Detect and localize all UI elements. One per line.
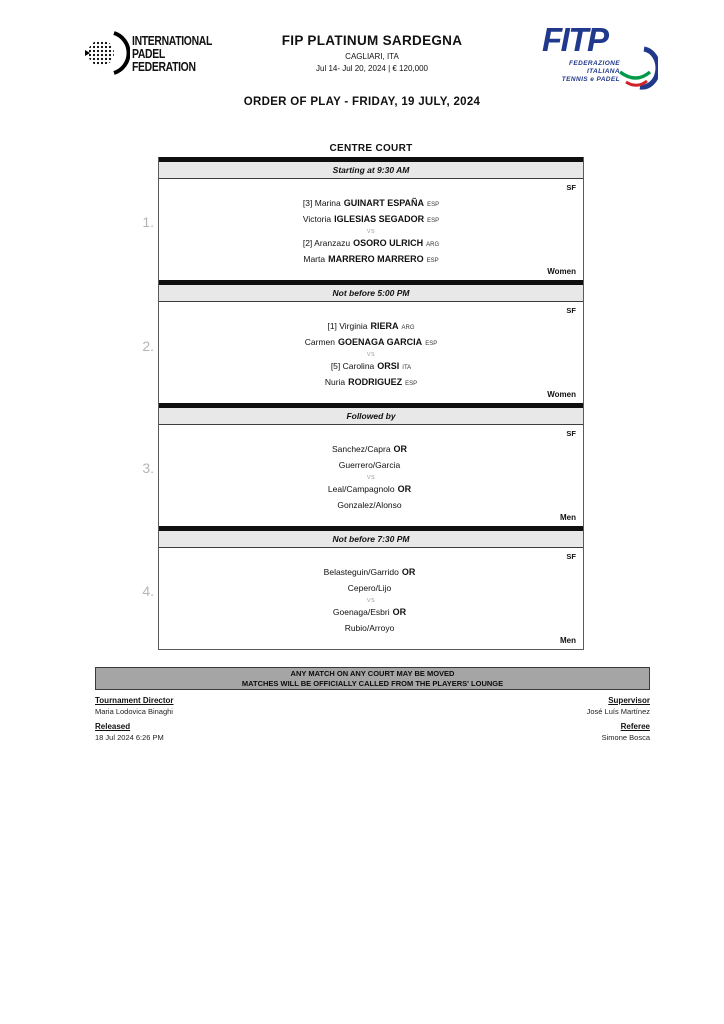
vs-label: VS — [366, 475, 376, 481]
fitp-subtext — [528, 60, 620, 84]
round-label: SF — [566, 306, 576, 315]
supervisor-name: José Luís Martínez — [586, 707, 650, 716]
player-line: Rubio/Arroyo — [344, 623, 395, 633]
player-line: [5] Carolina ORSI ITA — [330, 361, 412, 371]
player-line: Sanchez/Capra OR — [331, 444, 408, 454]
vs-label: VS — [366, 229, 376, 235]
order-of-play-title: ORDER OF PLAY - FRIDAY, 19 JULY, 2024 — [243, 96, 481, 108]
footer-left-column — [95, 696, 174, 748]
category-label: Men — [560, 636, 576, 645]
referee-label: Referee — [620, 722, 650, 731]
ipf-line-1: INTERNATIONAL — [132, 32, 212, 48]
fitp-sub-2: ITALIANA — [586, 68, 620, 75]
released-label: Released — [95, 722, 131, 731]
fitp-sub-1: FEDERAZIONE — [569, 60, 620, 67]
tournament-director-name: Maria Lodovica Binaghi — [95, 707, 173, 716]
match-number: 2. — [142, 338, 154, 354]
match-teams — [159, 565, 583, 637]
match-teams — [159, 319, 583, 391]
match-number: 3. — [142, 460, 154, 476]
notice-line-1: ANY MATCH ON ANY COURT MAY BE MOVED — [290, 668, 455, 678]
player-line: Carmen GOENAGA GARCIA ESP — [304, 337, 438, 347]
player-line: [2] Aranzazu OSORO ULRICH ARG — [302, 238, 440, 248]
match-schedule: Starting at 9:30 AM — [159, 162, 583, 179]
match-teams — [159, 442, 583, 514]
player-line: Marta MARRERO MARRERO ESP — [303, 254, 439, 264]
match-number: 4. — [142, 583, 154, 599]
player-line: Leal/Campagnolo OR — [327, 484, 412, 494]
tournament-director-label: Tournament Director — [95, 696, 174, 705]
round-label: SF — [566, 429, 576, 438]
order-of-play-table — [158, 157, 584, 650]
ipf-line-2: PADEL — [132, 45, 165, 61]
footer-right-column — [587, 696, 650, 748]
supervisor-label: Supervisor — [608, 696, 650, 705]
vs-label: VS — [366, 598, 376, 604]
player-line: Belasteguin/Garrido OR — [323, 567, 416, 577]
match-block-1 — [159, 157, 583, 280]
fitp-sub-3: TENNIS e PADEL — [561, 76, 620, 83]
ipf-line-3: FEDERATION — [132, 58, 196, 74]
match-number: 1. — [142, 214, 154, 230]
fitp-swoosh-icon — [616, 46, 658, 92]
match-schedule: Not before 7:30 PM — [159, 531, 583, 548]
player-line: Cepero/Lijo — [347, 583, 392, 593]
tournament-title: FIP PLATINUM SARDEGNA — [281, 33, 463, 48]
notice-banner — [95, 667, 650, 690]
player-line: Victoria IGLESIAS SEGADOR ESP — [302, 214, 440, 224]
match-block-2 — [159, 280, 583, 403]
match-schedule: Followed by — [159, 408, 583, 425]
round-label: SF — [566, 552, 576, 561]
referee-name: Simone Bosca — [601, 733, 650, 742]
category-label: Women — [547, 390, 576, 399]
match-schedule: Not before 5:00 PM — [159, 285, 583, 302]
tournament-location: CAGLIARI, ITA — [345, 52, 399, 61]
player-line: Gonzalez/Alonso — [337, 500, 402, 510]
vs-label: VS — [366, 352, 376, 358]
player-line: [1] Virginia RIERA ARG — [327, 321, 415, 331]
fitp-logo — [528, 21, 660, 90]
category-label: Men — [560, 513, 576, 522]
court-name: CENTRE COURT — [329, 143, 413, 154]
player-line: Nuria RODRIGUEZ ESP — [324, 377, 418, 387]
round-label: SF — [566, 183, 576, 192]
tournament-dates-prize: Jul 14- Jul 20, 2024 | € 120,000 — [316, 64, 428, 73]
match-block-4 — [159, 526, 583, 649]
player-line: Goenaga/Esbri OR — [332, 607, 407, 617]
match-block-3 — [159, 403, 583, 526]
player-line: [3] Marina GUINART ESPAÑA ESP — [302, 198, 440, 208]
match-teams — [159, 196, 583, 268]
fitp-acronym: FITP — [542, 21, 608, 58]
player-line: Guerrero/Garcia — [338, 460, 401, 470]
category-label: Women — [547, 267, 576, 276]
released-timestamp: 18 Jul 2024 6:26 PM — [95, 733, 164, 742]
notice-line-2: MATCHES WILL BE OFFICIALLY CALLED FROM THE PLAYERS' LOUNGE — [241, 678, 504, 688]
